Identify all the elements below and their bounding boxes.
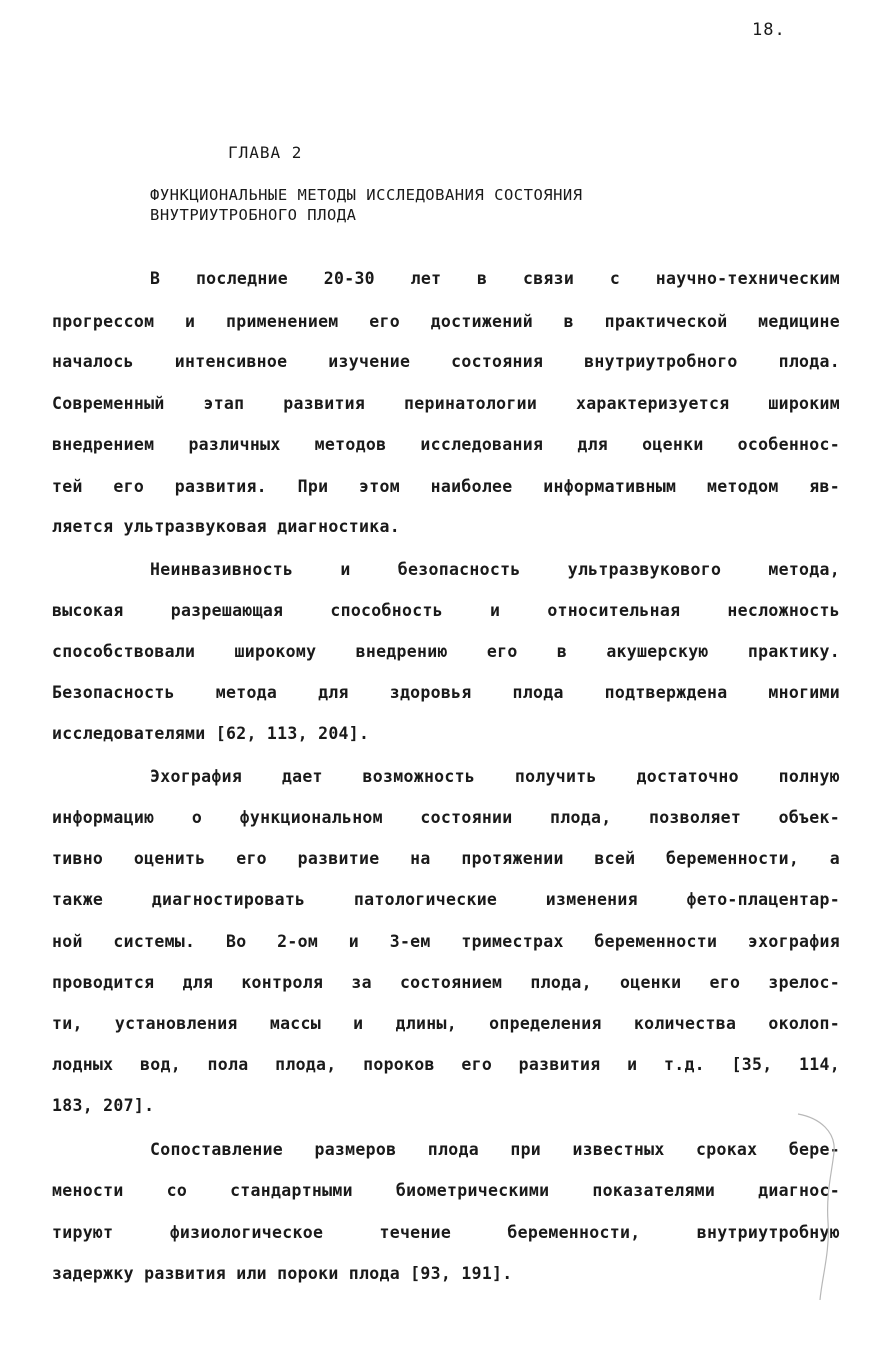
text-line: ной системы. Во 2-ом и 3-ем триместрах беременности эхография: [52, 932, 840, 951]
text-line: задержку развития или пороки плода [93, 191].: [52, 1264, 513, 1283]
text-line: Сопоставление размеров плода при известных сроках бере-: [150, 1140, 840, 1159]
text-line: исследователями [62, 113, 204].: [52, 724, 370, 743]
text-line: проводится для контроля за состоянием плода, оценки его зрелос-: [52, 973, 840, 992]
page-number: 18.: [752, 20, 786, 40]
text-line: В последние 20-30 лет в связи с научно-техническим: [150, 269, 840, 288]
text-line: мености со стандартными биометрическими показателями диагнос-: [52, 1181, 840, 1200]
text-line: Неинвазивность и безопасность ультразвукового метода,: [150, 560, 840, 579]
text-line: прогрессом и применением его достижений в практической медицине: [52, 312, 840, 331]
text-line: также диагностировать патологические изменения фето-плацентар-: [52, 890, 840, 909]
chapter-title-line: ВНУТРИУТРОБНОГО ПЛОДА: [150, 206, 357, 224]
chapter-title-line: ФУНКЦИОНАЛЬНЫЕ МЕТОДЫ ИССЛЕДОВАНИЯ СОСТОЯНИЯ: [150, 186, 583, 204]
text-line: ти, установления массы и длины, определения количества околоп-: [52, 1014, 840, 1033]
text-line: тивно оценить его развитие на протяжении всей беременности, а: [52, 849, 840, 868]
pencil-margin-mark: [790, 1112, 850, 1302]
text-line: лодных вод, пола плода, пороков его развития и т.д. [35, 114,: [52, 1055, 840, 1074]
text-line: ляется ультразвуковая диагностика.: [52, 517, 400, 536]
text-line: высокая разрешающая способность и относительная несложность: [52, 601, 840, 620]
text-line: Эхография дает возможность получить достаточно полную: [150, 767, 840, 786]
chapter-title: [150, 185, 583, 225]
text-line: Безопасность метода для здоровья плода подтверждена многими: [52, 683, 840, 702]
text-line: началось интенсивное изучение состояния внутриутробного плода.: [52, 352, 840, 371]
text-line: способствовали широкому внедрению его в акушерскую практику.: [52, 642, 840, 661]
chapter-label: ГЛАВА 2: [228, 143, 303, 162]
text-line: тируют физиологическое течение беременности, внутриутробную: [52, 1223, 840, 1242]
text-line: 183, 207].: [52, 1096, 155, 1115]
text-line: тей его развития. При этом наиболее информативным методом яв-: [52, 477, 840, 496]
text-line: внедрением различных методов исследования для оценки особеннос-: [52, 435, 840, 454]
text-line: информацию о функциональном состоянии плода, позволяет объек-: [52, 808, 840, 827]
text-line: Современный этап развития перинатологии характеризуется широким: [52, 394, 840, 413]
